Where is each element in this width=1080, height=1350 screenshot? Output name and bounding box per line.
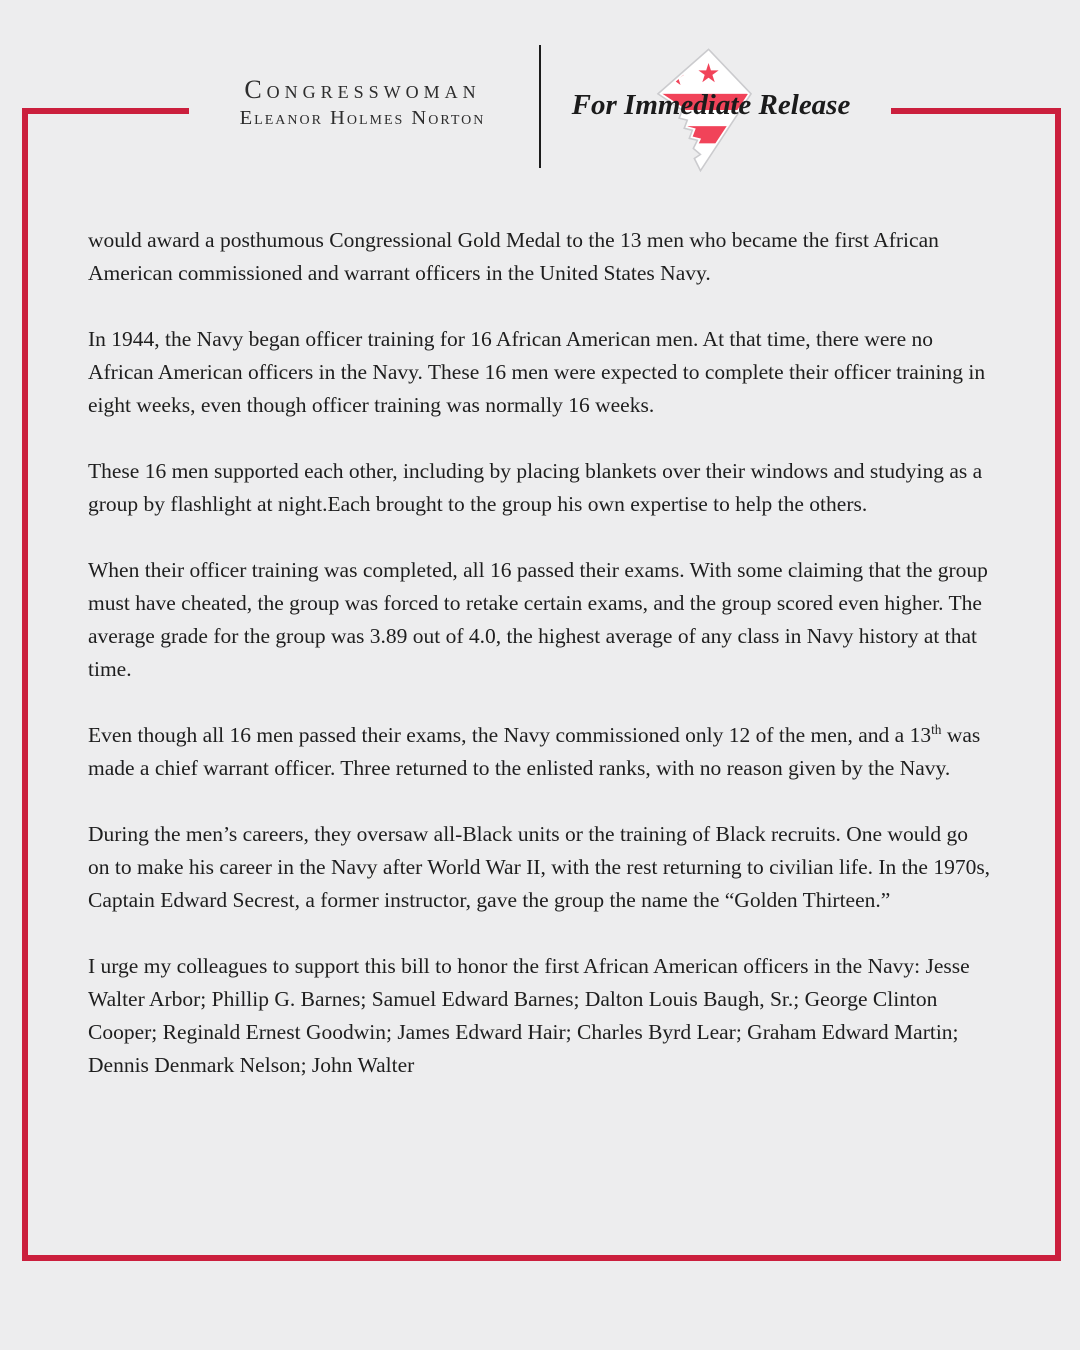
paragraph-6: During the men’s careers, they oversaw all-Black units or the training of Black recruits. One would go on to make his career in the Navy after World War II, with the rest returning to civilian life. In the 1970s, Captain Edward Secrest, a former instructor, gave the group the name the “Golden Thirteen.” xyxy=(88,822,991,912)
frame-left-segment xyxy=(22,108,28,1261)
frame-bottom-segment xyxy=(22,1255,1061,1261)
letterhead xyxy=(215,76,510,129)
letterhead-title: Congresswoman xyxy=(244,75,481,104)
paragraph-3: These 16 men supported each other, including by placing blankets over their windows and studying as a group by flashlight at night.Each brought to the group his own expertise to help the others. xyxy=(88,459,983,516)
paragraph-4: When their officer training was completed, all 16 passed their exams. With some claiming that the group must have cheated, the group was forced to retake certain exams, and the group scored even higher. The average grade for the group was 3.89 out of 4.0, the highest average of any class in Navy history at that time. xyxy=(88,558,988,681)
paragraph-2: In 1944, the Navy began officer training for 16 African American men. At that time, there were no African American officers in the Navy. These 16 men were expected to complete their officer training in eight weeks, even though officer training was normally 16 weeks. xyxy=(88,327,986,417)
letterhead-name: Eleanor Holmes Norton xyxy=(239,107,486,129)
paragraph-1: would award a posthumous Congressional Gold Medal to the 13 men who became the first African American commissioned and warrant officers in the United States Navy. xyxy=(88,228,939,285)
for-immediate-release-label: For Immediate Release xyxy=(571,89,851,121)
paragraph-7: I urge my colleagues to support this bill to honor the first African American officers in the Navy: Jesse Walter Arbor; Phillip G. Barnes; Samuel Edward Barnes; Dalton Louis Baugh, Sr.; George Clinton Cooper; Reginald Ernest Goodwin; James Edward Hair; Charles Byrd Lear; Graham Edward Martin; Dennis Denmark Nelson; John Walter xyxy=(88,954,970,1077)
paragraph-5-text: Even though all 16 men passed their exams, the Navy commissioned only 12 of the men, and a 13 xyxy=(88,723,932,747)
paragraph-5-text-continued: was made a chief warrant officer. Three returned to the enlisted ranks, with no reason given by the Navy. xyxy=(88,723,981,780)
header-divider-line xyxy=(539,45,541,168)
frame-top-left-segment xyxy=(22,108,189,114)
ordinal-superscript: th xyxy=(931,721,942,737)
press-release-body xyxy=(88,224,993,1115)
frame-top-right-segment xyxy=(891,108,1061,114)
paragraph-5 xyxy=(88,719,993,785)
frame-right-segment xyxy=(1055,108,1061,1261)
